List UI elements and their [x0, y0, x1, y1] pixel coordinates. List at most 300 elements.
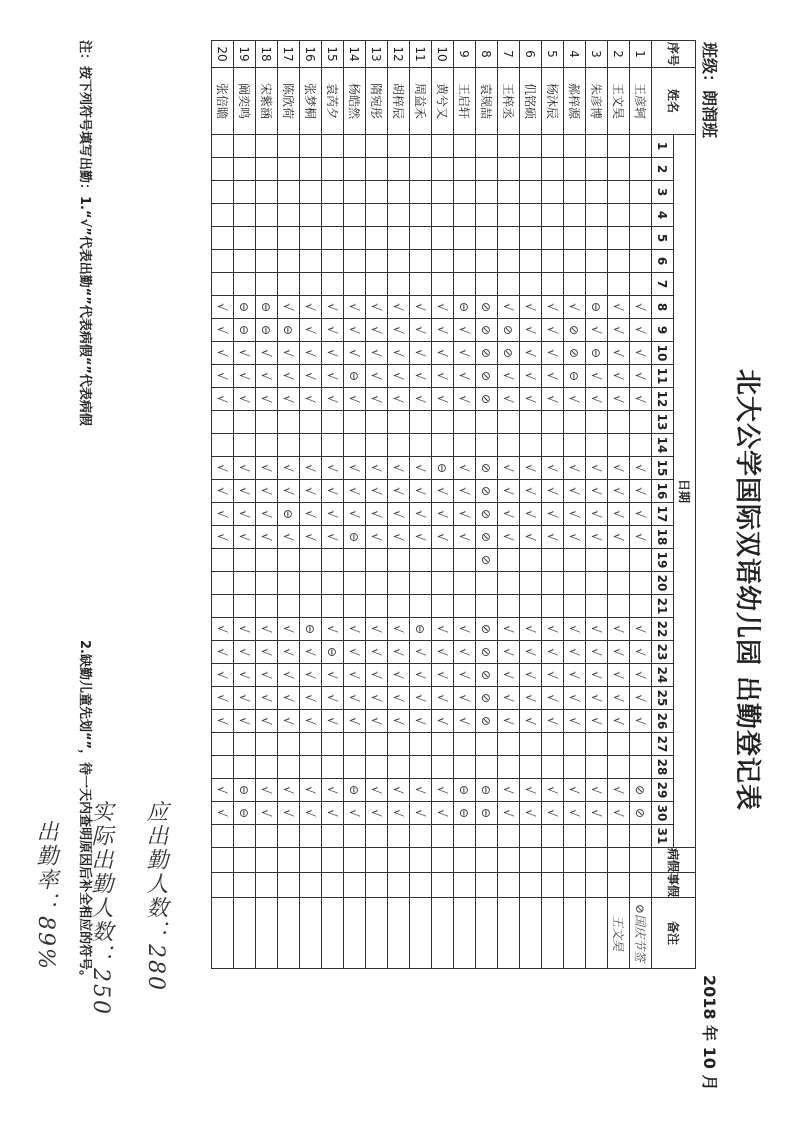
student-name: 阚奕鸣 — [234, 68, 256, 135]
attendance-mark — [278, 135, 300, 158]
attendance-mark: √ — [520, 365, 542, 388]
day-header: 19 — [652, 549, 674, 572]
table-header-days — [652, 41, 674, 969]
student-name: 王启轩 — [454, 68, 476, 135]
attendance-mark: √ — [630, 526, 652, 549]
attendance-mark — [476, 572, 498, 595]
note-cell — [212, 898, 234, 969]
attendance-mark — [212, 273, 234, 296]
student-name: 王彦轲 — [630, 68, 652, 135]
attendance-mark: ⊘ — [630, 802, 652, 825]
attendance-mark: ⊖ — [476, 779, 498, 802]
attendance-mark: √ — [432, 526, 454, 549]
attendance-mark: √ — [586, 802, 608, 825]
student-name: 张梦桐 — [300, 68, 322, 135]
attendance-mark: √ — [300, 365, 322, 388]
attendance-mark — [564, 135, 586, 158]
attendance-mark — [344, 181, 366, 204]
attendance-mark: √ — [586, 618, 608, 641]
attendance-mark: √ — [256, 641, 278, 664]
attendance-mark — [344, 549, 366, 572]
attendance-mark — [410, 756, 432, 779]
attendance-mark: √ — [212, 641, 234, 664]
attendance-mark: ⊘ — [564, 342, 586, 365]
note-cell — [520, 898, 542, 969]
attendance-mark: √ — [520, 480, 542, 503]
table-row — [278, 41, 300, 969]
attendance-mark — [388, 756, 410, 779]
attendance-mark: ⊘ — [630, 779, 652, 802]
attendance-mark — [256, 135, 278, 158]
attendance-mark: √ — [432, 664, 454, 687]
attendance-mark: ⊖ — [322, 641, 344, 664]
attendance-mark: √ — [344, 480, 366, 503]
attendance-mark: √ — [300, 503, 322, 526]
attendance-mark — [366, 733, 388, 756]
attendance-mark — [234, 825, 256, 848]
attendance-mark — [278, 434, 300, 457]
header-sick: 病假 — [652, 848, 696, 873]
table-row — [520, 41, 542, 969]
attendance-mark — [322, 204, 344, 227]
sick-count — [432, 848, 454, 873]
attendance-mark: √ — [388, 319, 410, 342]
attendance-mark: √ — [278, 802, 300, 825]
attendance-mark: √ — [212, 503, 234, 526]
attendance-mark — [542, 204, 564, 227]
attendance-mark — [564, 273, 586, 296]
attendance-mark — [476, 227, 498, 250]
row-number: 3 — [586, 41, 608, 68]
attendance-mark: √ — [542, 342, 564, 365]
note-cell — [498, 898, 520, 969]
attendance-mark: ⊘ — [476, 457, 498, 480]
sick-count — [212, 848, 234, 873]
attendance-mark: √ — [454, 664, 476, 687]
attendance-mark: √ — [520, 503, 542, 526]
attendance-mark: √ — [366, 319, 388, 342]
day-header: 26 — [652, 710, 674, 733]
attendance-mark: √ — [234, 687, 256, 710]
attendance-mark — [564, 572, 586, 595]
attendance-mark — [542, 273, 564, 296]
header-seq: 序号 — [652, 41, 696, 68]
attendance-mark — [432, 273, 454, 296]
attendance-mark — [608, 434, 630, 457]
day-header: 16 — [652, 480, 674, 503]
attendance-mark: √ — [498, 503, 520, 526]
table-row — [212, 41, 234, 969]
attendance-mark — [542, 158, 564, 181]
attendance-mark: √ — [586, 779, 608, 802]
attendance-mark: √ — [234, 342, 256, 365]
attendance-mark — [212, 411, 234, 434]
attendance-mark — [366, 135, 388, 158]
attendance-mark: √ — [630, 503, 652, 526]
day-header: 28 — [652, 756, 674, 779]
attendance-mark — [520, 434, 542, 457]
attendance-mark: √ — [498, 365, 520, 388]
attendance-mark — [278, 572, 300, 595]
attendance-mark — [454, 273, 476, 296]
attendance-mark: √ — [410, 342, 432, 365]
attendance-mark — [212, 756, 234, 779]
attendance-mark: √ — [322, 503, 344, 526]
sick-count — [608, 848, 630, 873]
table-row — [388, 41, 410, 969]
sick-count — [322, 848, 344, 873]
page-title: 北大公学国际双语幼儿园 出勤登记表 — [732, 368, 762, 812]
attendance-mark — [388, 135, 410, 158]
attendance-mark — [432, 434, 454, 457]
note-cell — [432, 898, 454, 969]
day-header: 31 — [652, 825, 674, 848]
attendance-mark — [300, 825, 322, 848]
attendance-mark: √ — [234, 388, 256, 411]
attendance-mark: ⊖ — [344, 779, 366, 802]
day-header: 7 — [652, 273, 674, 296]
attendance-mark: ⊖ — [234, 802, 256, 825]
attendance-mark: √ — [542, 664, 564, 687]
attendance-mark: √ — [432, 319, 454, 342]
personal-count — [432, 873, 454, 898]
attendance-mark: ⊖ — [256, 296, 278, 319]
attendance-mark — [498, 204, 520, 227]
attendance-mark — [498, 434, 520, 457]
attendance-mark — [344, 135, 366, 158]
handwritten-expected: 应出勤人数：280 — [143, 800, 168, 992]
attendance-mark — [256, 549, 278, 572]
attendance-mark: √ — [344, 319, 366, 342]
attendance-mark — [344, 227, 366, 250]
attendance-mark: √ — [366, 457, 388, 480]
attendance-mark: √ — [498, 641, 520, 664]
row-number: 5 — [542, 41, 564, 68]
attendance-mark: √ — [564, 503, 586, 526]
attendance-mark: √ — [278, 710, 300, 733]
attendance-mark — [520, 158, 542, 181]
attendance-mark — [256, 204, 278, 227]
footer-note-2: 2.缺勤儿童先划“”，待一天内查明原因后补全相应的符号。 — [77, 640, 92, 984]
attendance-mark: √ — [212, 618, 234, 641]
attendance-mark — [256, 595, 278, 618]
attendance-mark — [234, 411, 256, 434]
attendance-mark — [520, 549, 542, 572]
attendance-mark — [630, 135, 652, 158]
attendance-mark: √ — [388, 802, 410, 825]
attendance-mark: √ — [388, 687, 410, 710]
attendance-mark: ⊘ — [476, 618, 498, 641]
attendance-mark: √ — [256, 687, 278, 710]
attendance-mark — [520, 595, 542, 618]
note-cell — [410, 898, 432, 969]
attendance-mark: √ — [542, 618, 564, 641]
attendance-mark — [322, 825, 344, 848]
personal-count — [212, 873, 234, 898]
attendance-mark: ⊘ — [476, 664, 498, 687]
attendance-mark — [520, 733, 542, 756]
attendance-mark: ⊖ — [454, 296, 476, 319]
attendance-mark: √ — [388, 526, 410, 549]
attendance-mark — [520, 227, 542, 250]
attendance-mark: ⊘ — [476, 641, 498, 664]
attendance-mark — [366, 434, 388, 457]
sick-count — [344, 848, 366, 873]
attendance-mark — [542, 572, 564, 595]
attendance-mark — [410, 250, 432, 273]
attendance-mark — [300, 434, 322, 457]
note-cell — [388, 898, 410, 969]
attendance-mark — [454, 204, 476, 227]
attendance-mark — [234, 181, 256, 204]
day-header: 22 — [652, 618, 674, 641]
attendance-mark — [432, 733, 454, 756]
attendance-mark: ⊖ — [454, 779, 476, 802]
student-name: 黄兮又 — [432, 68, 454, 135]
personal-count — [344, 873, 366, 898]
attendance-mark: ⊘ — [476, 710, 498, 733]
row-number: 11 — [410, 41, 432, 68]
attendance-mark — [344, 825, 366, 848]
attendance-mark — [344, 572, 366, 595]
attendance-mark: √ — [454, 618, 476, 641]
attendance-mark: √ — [586, 710, 608, 733]
attendance-mark: ⊖ — [256, 319, 278, 342]
attendance-mark — [300, 595, 322, 618]
attendance-mark: √ — [234, 526, 256, 549]
attendance-mark — [388, 181, 410, 204]
attendance-mark — [366, 158, 388, 181]
row-number: 20 — [212, 41, 234, 68]
attendance-mark: √ — [630, 664, 652, 687]
attendance-mark — [300, 135, 322, 158]
day-header: 5 — [652, 227, 674, 250]
attendance-mark: √ — [564, 388, 586, 411]
attendance-mark: √ — [234, 710, 256, 733]
attendance-mark: √ — [564, 480, 586, 503]
attendance-mark — [366, 181, 388, 204]
attendance-mark — [212, 434, 234, 457]
attendance-mark: √ — [212, 710, 234, 733]
attendance-mark: √ — [432, 480, 454, 503]
attendance-mark — [410, 549, 432, 572]
day-header: 15 — [652, 457, 674, 480]
attendance-mark: √ — [322, 365, 344, 388]
personal-count — [256, 873, 278, 898]
attendance-mark: √ — [586, 480, 608, 503]
attendance-mark: √ — [542, 802, 564, 825]
attendance-mark — [630, 411, 652, 434]
attendance-mark: √ — [234, 641, 256, 664]
attendance-mark — [322, 227, 344, 250]
attendance-mark — [564, 204, 586, 227]
attendance-mark: √ — [454, 457, 476, 480]
personal-count — [278, 873, 300, 898]
attendance-mark: √ — [608, 664, 630, 687]
attendance-mark: √ — [212, 687, 234, 710]
attendance-mark — [542, 250, 564, 273]
attendance-mark — [212, 733, 234, 756]
attendance-mark: √ — [630, 319, 652, 342]
attendance-mark — [454, 756, 476, 779]
personal-count — [520, 873, 542, 898]
attendance-mark: √ — [520, 710, 542, 733]
attendance-mark — [322, 158, 344, 181]
attendance-mark: √ — [586, 641, 608, 664]
attendance-mark — [256, 273, 278, 296]
day-header: 9 — [652, 319, 674, 342]
attendance-mark: √ — [256, 664, 278, 687]
table-row — [322, 41, 344, 969]
attendance-mark: √ — [498, 480, 520, 503]
attendance-mark — [454, 434, 476, 457]
attendance-mark: √ — [630, 641, 652, 664]
attendance-mark: √ — [410, 388, 432, 411]
attendance-mark — [564, 434, 586, 457]
attendance-mark — [608, 250, 630, 273]
attendance-mark: ⊖ — [586, 342, 608, 365]
attendance-mark — [256, 434, 278, 457]
attendance-mark: √ — [322, 319, 344, 342]
attendance-mark — [278, 549, 300, 572]
attendance-mark — [432, 756, 454, 779]
attendance-mark — [520, 572, 542, 595]
attendance-mark — [366, 825, 388, 848]
sick-count — [234, 848, 256, 873]
attendance-mark: √ — [410, 664, 432, 687]
attendance-mark — [322, 572, 344, 595]
attendance-mark: ⊘ — [476, 296, 498, 319]
row-number: 13 — [366, 41, 388, 68]
attendance-mark: √ — [630, 687, 652, 710]
attendance-mark: ⊖ — [234, 296, 256, 319]
attendance-mark — [322, 434, 344, 457]
attendance-mark — [454, 181, 476, 204]
attendance-mark — [366, 227, 388, 250]
attendance-mark — [564, 733, 586, 756]
attendance-mark: √ — [542, 710, 564, 733]
day-header: 1 — [652, 135, 674, 158]
attendance-mark: √ — [344, 641, 366, 664]
attendance-mark — [608, 756, 630, 779]
personal-count — [388, 873, 410, 898]
note-cell — [278, 898, 300, 969]
attendance-mark — [432, 181, 454, 204]
attendance-mark: √ — [586, 687, 608, 710]
personal-count — [630, 873, 652, 898]
student-name: 陈欣荷 — [278, 68, 300, 135]
attendance-mark — [366, 756, 388, 779]
attendance-mark — [388, 733, 410, 756]
attendance-mark: ⊖ — [410, 618, 432, 641]
attendance-mark: √ — [520, 802, 542, 825]
table-row — [476, 41, 498, 969]
attendance-mark: √ — [256, 342, 278, 365]
attendance-mark: √ — [300, 319, 322, 342]
attendance-mark — [608, 135, 630, 158]
attendance-mark — [498, 572, 520, 595]
attendance-mark — [234, 733, 256, 756]
student-name: 隋宛彤 — [366, 68, 388, 135]
attendance-mark — [322, 250, 344, 273]
attendance-mark: √ — [520, 664, 542, 687]
attendance-mark — [300, 204, 322, 227]
attendance-mark: √ — [520, 618, 542, 641]
attendance-mark: √ — [212, 664, 234, 687]
attendance-mark — [300, 158, 322, 181]
attendance-mark: √ — [278, 342, 300, 365]
attendance-mark — [498, 595, 520, 618]
attendance-mark — [564, 825, 586, 848]
attendance-mark: √ — [432, 296, 454, 319]
attendance-mark: √ — [212, 802, 234, 825]
note-cell — [542, 898, 564, 969]
attendance-mark: √ — [454, 710, 476, 733]
attendance-mark — [278, 227, 300, 250]
attendance-mark: √ — [388, 503, 410, 526]
attendance-mark: √ — [542, 296, 564, 319]
attendance-mark: √ — [366, 388, 388, 411]
attendance-mark — [278, 158, 300, 181]
attendance-mark — [300, 250, 322, 273]
attendance-mark: √ — [212, 342, 234, 365]
personal-count — [410, 873, 432, 898]
attendance-table — [211, 40, 696, 969]
attendance-mark — [520, 273, 542, 296]
attendance-mark: √ — [454, 365, 476, 388]
attendance-mark: ⊘ — [476, 342, 498, 365]
student-name: 宋紫涵 — [256, 68, 278, 135]
attendance-mark: ⊘ — [476, 549, 498, 572]
attendance-mark: √ — [300, 480, 322, 503]
attendance-mark: √ — [564, 664, 586, 687]
attendance-mark — [630, 825, 652, 848]
row-number: 19 — [234, 41, 256, 68]
attendance-mark: √ — [366, 710, 388, 733]
personal-count — [542, 873, 564, 898]
attendance-mark: √ — [366, 641, 388, 664]
attendance-mark — [542, 825, 564, 848]
attendance-mark: √ — [454, 342, 476, 365]
attendance-mark — [278, 595, 300, 618]
handwritten-rate: 出勤率：89% — [33, 820, 58, 971]
attendance-mark — [608, 411, 630, 434]
attendance-mark: √ — [630, 618, 652, 641]
attendance-mark — [586, 181, 608, 204]
student-name: 郝梓源 — [564, 68, 586, 135]
attendance-mark — [432, 250, 454, 273]
attendance-mark: √ — [542, 365, 564, 388]
attendance-mark: √ — [630, 710, 652, 733]
attendance-mark — [586, 411, 608, 434]
attendance-mark — [476, 733, 498, 756]
attendance-mark — [564, 227, 586, 250]
attendance-mark — [366, 250, 388, 273]
attendance-mark: √ — [454, 480, 476, 503]
personal-count — [586, 873, 608, 898]
attendance-mark: √ — [564, 710, 586, 733]
attendance-mark — [256, 733, 278, 756]
attendance-mark — [322, 135, 344, 158]
attendance-mark: √ — [410, 687, 432, 710]
attendance-mark: √ — [322, 687, 344, 710]
attendance-mark: √ — [564, 641, 586, 664]
attendance-mark — [366, 411, 388, 434]
attendance-mark: √ — [542, 457, 564, 480]
attendance-mark: ⊘ — [498, 342, 520, 365]
attendance-mark: √ — [564, 457, 586, 480]
day-header: 21 — [652, 595, 674, 618]
